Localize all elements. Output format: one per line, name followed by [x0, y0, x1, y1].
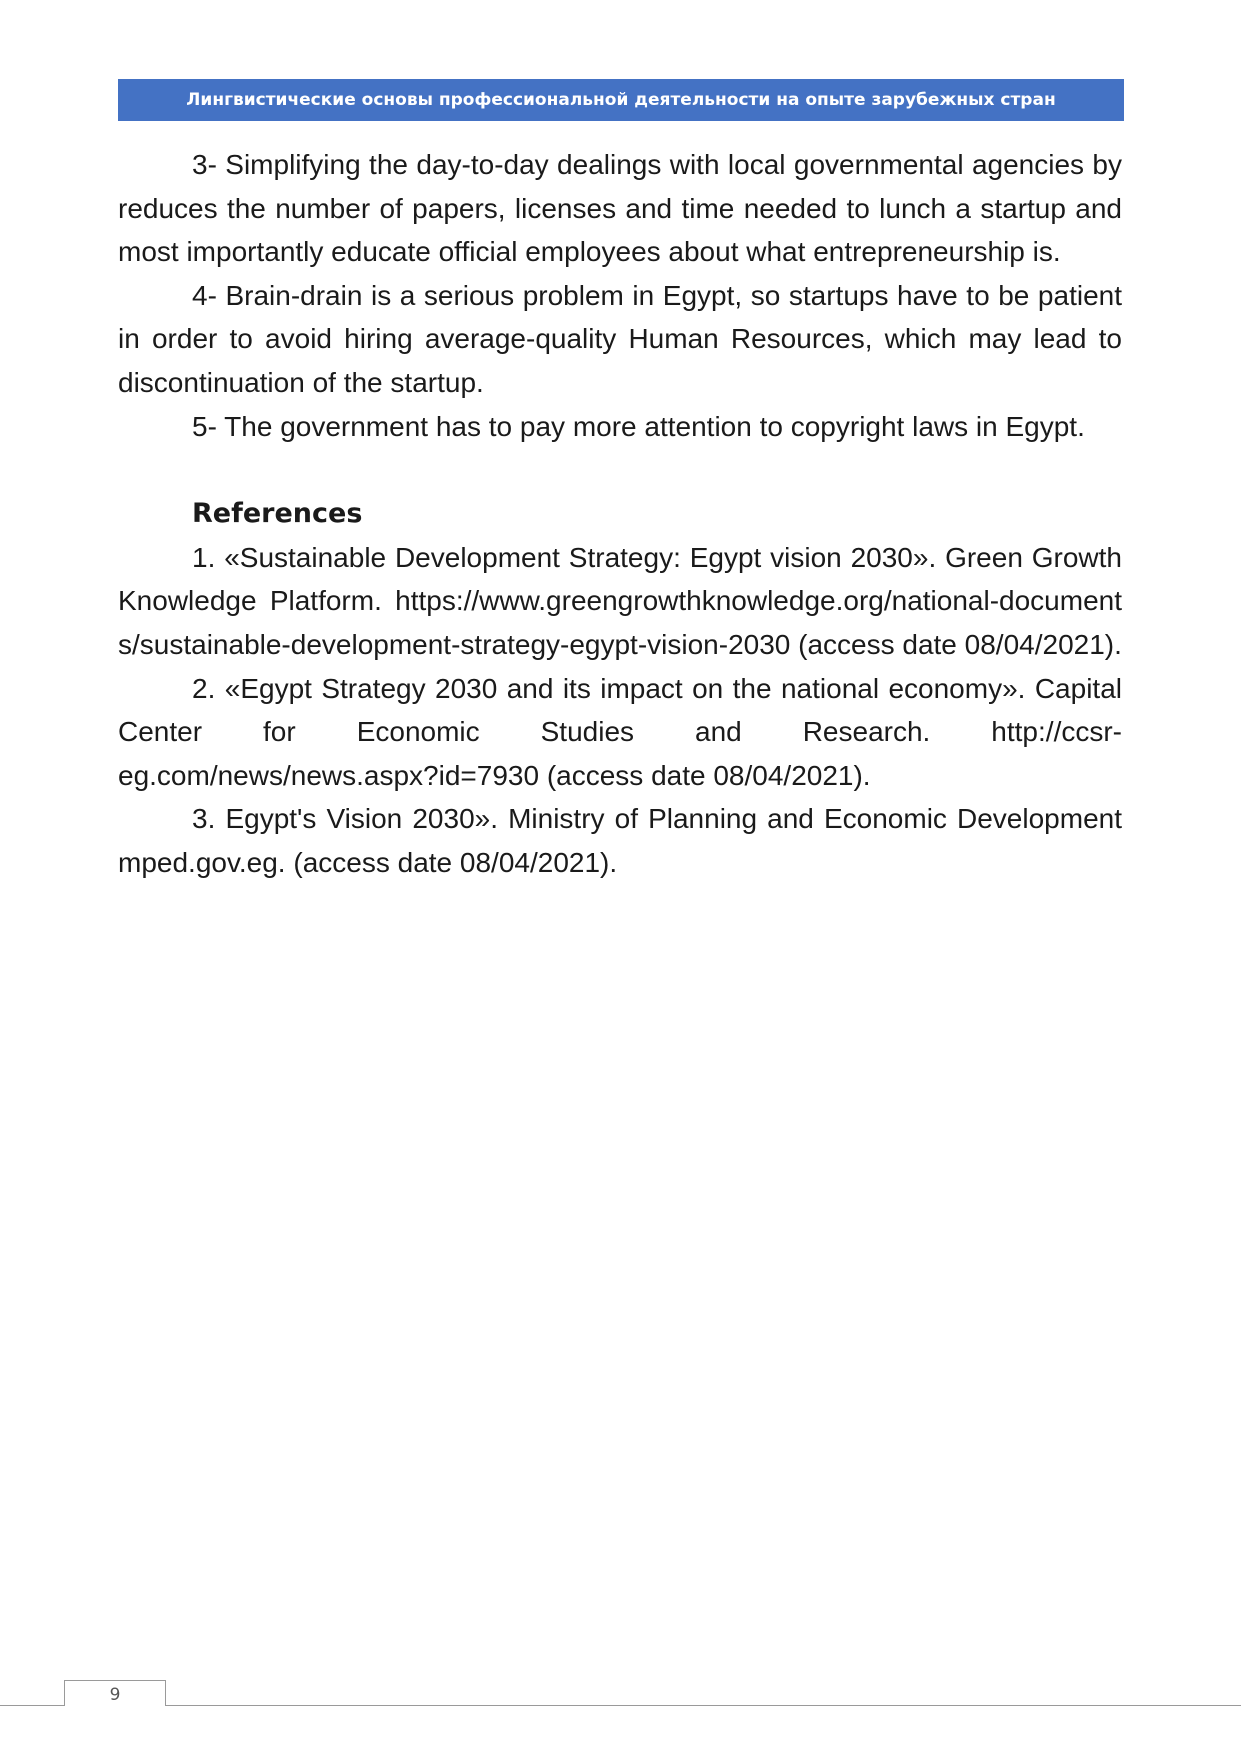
running-header: Лингвистические основы профессиональной деятельности на опыте зарубежных стран [118, 79, 1124, 121]
section-spacer [118, 448, 1122, 492]
footer-rule [0, 1705, 1241, 1706]
paragraph-5: 5- The government has to pay more attention to copyright laws in Egypt. [192, 410, 1085, 442]
paragraph-3: 3- Simplifying the day-to-day dealings with local governmental agencies by reduces the number of papers, licenses and time needed to lunch a startup and most importantly educate official employees about what entrepreneurship is. [118, 149, 1122, 268]
reference-item-1: 1. «Sustainable Development Strategy: Egypt vision 2030». Green Growth Knowledge Platform. https://www.greengrowthknowledge.org/national-documents/sustainable-development-strategy-egypt-vision-2030 (access date 08/04/2021). [118, 541, 1122, 660]
reference-item-2: 2. «Egypt Strategy 2030 and its impact on the national economy». Capital Center for Economic Studies and Research. http://ccsr-eg.com/news/news.aspx?id=7930 (access date 08/04/2021). [118, 672, 1122, 791]
references-heading: References [192, 498, 363, 530]
page-body [118, 143, 1122, 885]
paragraph-4: 4- Brain-drain is a serious problem in Egypt, so startups have to be patient in order to avoid hiring average-quality Human Resources, which may lead to discontinuation of the startup. [118, 279, 1122, 398]
reference-item-3: 3. Egypt's Vision 2030». Ministry of Planning and Economic Development mped.gov.eg. (access date 08/04/2021). [118, 803, 1122, 878]
page-number: 9 [64, 1680, 166, 1706]
